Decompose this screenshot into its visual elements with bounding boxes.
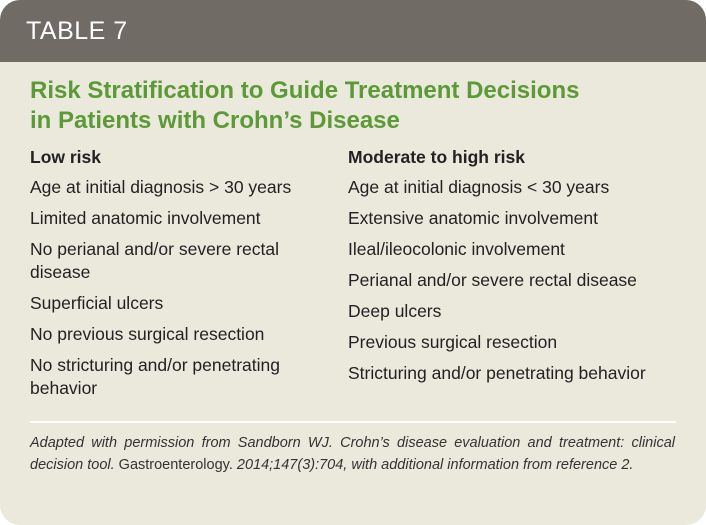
footnote-reference: 2014;147(3):704, with additional information from reference 2.	[236, 457, 634, 473]
high-risk-item: Ileal/ileocolonic involvement	[348, 239, 565, 259]
high-risk-item: Age at initial diagnosis < 30 years	[348, 177, 610, 197]
table-title	[30, 76, 706, 136]
source-footnote	[30, 432, 675, 476]
table-title-line-1: Risk Stratification to Guide Treatment Decisions	[30, 77, 580, 104]
high-risk-item: Stricturing and/or penetrating behavior	[348, 363, 646, 383]
low-risk-item: Limited anatomic involvement	[30, 208, 261, 228]
high-risk-item: Extensive anatomic involvement	[348, 208, 598, 228]
risk-columns	[30, 145, 676, 413]
low-risk-item: No perianal and/or severe rectal disease	[30, 239, 280, 282]
table-label: TABLE 7	[0, 0, 706, 62]
low-risk-item: Superficial ulcers	[30, 293, 164, 313]
low-risk-item: No stricturing and/or penetrating behavior	[30, 355, 280, 398]
low-risk-column	[30, 145, 320, 408]
high-risk-item: Perianal and/or severe rectal disease	[348, 270, 637, 290]
high-risk-item: Previous surgical resection	[348, 332, 558, 352]
table-title-line-2: in Patients with Crohn’s Disease	[30, 107, 400, 134]
high-risk-item: Deep ulcers	[348, 301, 442, 321]
footnote-citation: Adapted with permission from Sandborn WJ. Crohn’s disease evaluation and treatment: clinical decision tool.	[30, 435, 675, 473]
footnote-divider	[30, 421, 676, 423]
low-risk-item: No previous surgical resection	[30, 324, 265, 344]
low-risk-heading: Low risk	[30, 147, 101, 167]
low-risk-item: Age at initial diagnosis > 30 years	[30, 177, 292, 197]
high-risk-column	[348, 145, 678, 393]
high-risk-heading: Moderate to high risk	[348, 147, 525, 167]
footnote-journal: Gastroenterology.	[114, 457, 237, 473]
